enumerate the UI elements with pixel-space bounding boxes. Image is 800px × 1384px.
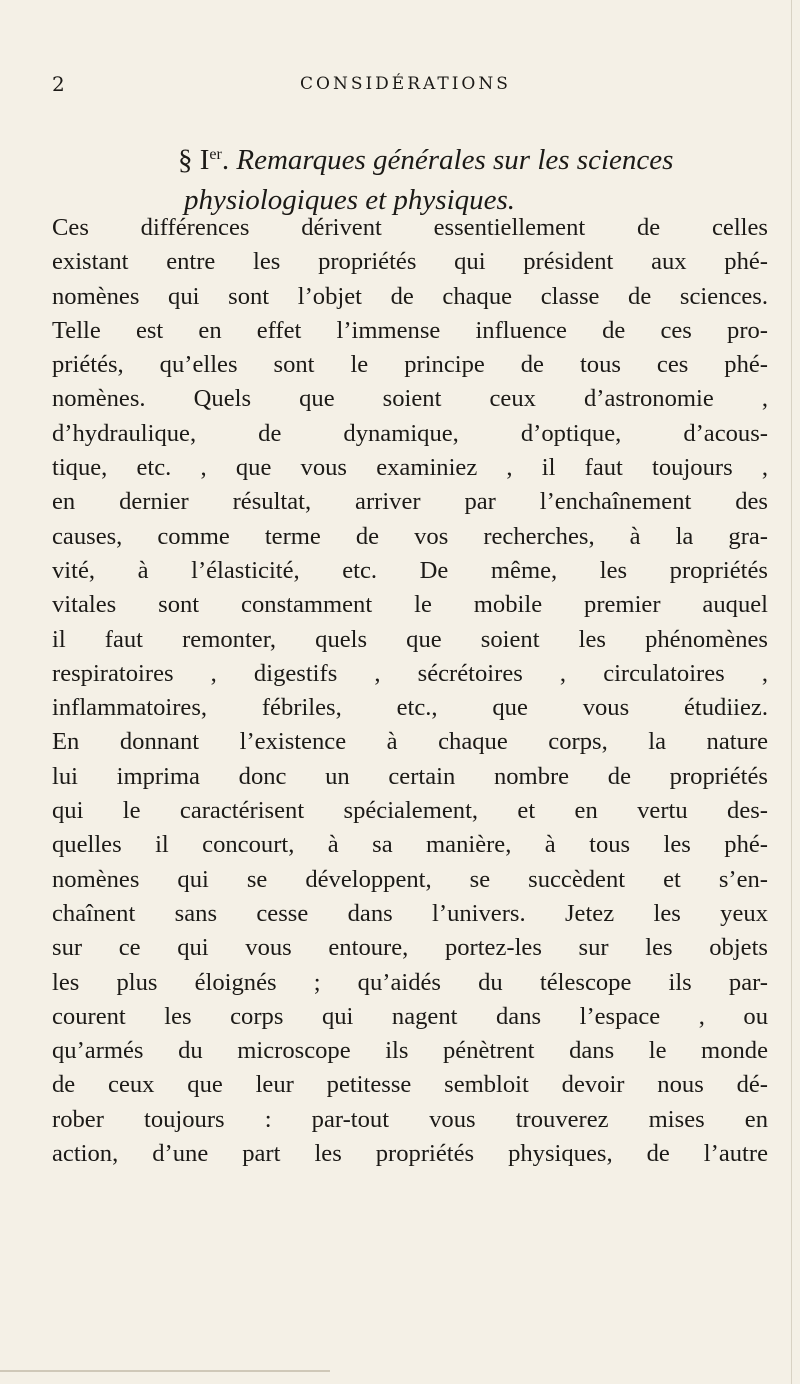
- text-line: existant entre les propriétés qui président aux phé-: [52, 248, 768, 276]
- text-line: rober toujours : par-tout vous trouverez mises en: [52, 1105, 768, 1133]
- text-line: nomènes. Quels que soient ceux d’astronomie ,: [52, 385, 768, 413]
- text-line: qu’armés du microscope ils pénètrent dans le monde: [52, 1037, 768, 1065]
- text-line: nomènes qui sont l’objet de chaque classe de sciences.: [52, 282, 768, 310]
- text-line: quelles il concourt, à sa manière, à tous les phé-: [52, 831, 768, 859]
- section-heading: [178, 136, 758, 219]
- text-line: lui imprima donc un certain nombre de propriétés: [52, 762, 768, 790]
- text-line: vitales sont constamment le mobile premier auquel: [52, 591, 768, 619]
- text-line: tique, etc. , que vous examiniez , il faut toujours ,: [52, 454, 768, 482]
- section-number-superscript: er: [209, 146, 222, 163]
- text-line: chaînent sans cesse dans l’univers. Jetez les yeux: [52, 899, 768, 927]
- text-line: en dernier résultat, arriver par l’enchaînement des: [52, 488, 768, 516]
- section-title-line-1: Remarques générales sur les sciences: [236, 144, 674, 176]
- section-number: I: [199, 144, 210, 176]
- section-title-line-2-text: physiologiques et physiques.: [184, 184, 516, 216]
- section-symbol: §: [178, 144, 193, 176]
- section-number-dot: .: [221, 144, 230, 176]
- text-line: courent les corps qui nagent dans l’espace , ou: [52, 1002, 768, 1030]
- text-line: inflammatoires, fébriles, etc., que vous étudiiez.: [52, 694, 768, 722]
- page-bottom-mark: [0, 1370, 330, 1372]
- text-line: respiratoires , digestifs , sécrétoires , circulatoires ,: [52, 659, 768, 687]
- text-line: vité, à l’élasticité, etc. De même, les propriétés: [52, 556, 768, 584]
- running-head: CONSIDÉRATIONS: [300, 74, 511, 94]
- text-line: de ceux que leur petitesse sembloit devoir nous dé-: [52, 1071, 768, 1099]
- text-line: sur ce qui vous entoure, portez-les sur les objets: [52, 934, 768, 962]
- text-line: action, d’une part les propriétés physiques, de l’autre: [52, 1140, 768, 1168]
- text-line: les plus éloignés ; qu’aidés du télescope ils par-: [52, 968, 768, 996]
- text-line: d’hydraulique, de dynamique, d’optique, d’acous-: [52, 419, 768, 447]
- text-line: Telle est en effet l’immense influence de ces pro-: [52, 316, 768, 344]
- body-text: [52, 211, 768, 1171]
- text-line: il faut remonter, quels que soient les phénomènes: [52, 625, 768, 653]
- page-number: 2: [52, 72, 65, 96]
- text-line: priétés, qu’elles sont le principe de tous ces phé-: [52, 351, 768, 379]
- text-line: qui le caractérisent spécialement, et en vertu des-: [52, 797, 768, 825]
- page-edge: [791, 0, 792, 1384]
- text-line: En donnant l’existence à chaque corps, la nature: [52, 728, 768, 756]
- text-line: causes, comme terme de vos recherches, à la gra-: [52, 522, 768, 550]
- text-line: Ces différences dérivent essentiellement de celles: [52, 214, 768, 241]
- text-line: nomènes qui se développent, se succèdent et s’en-: [52, 865, 768, 893]
